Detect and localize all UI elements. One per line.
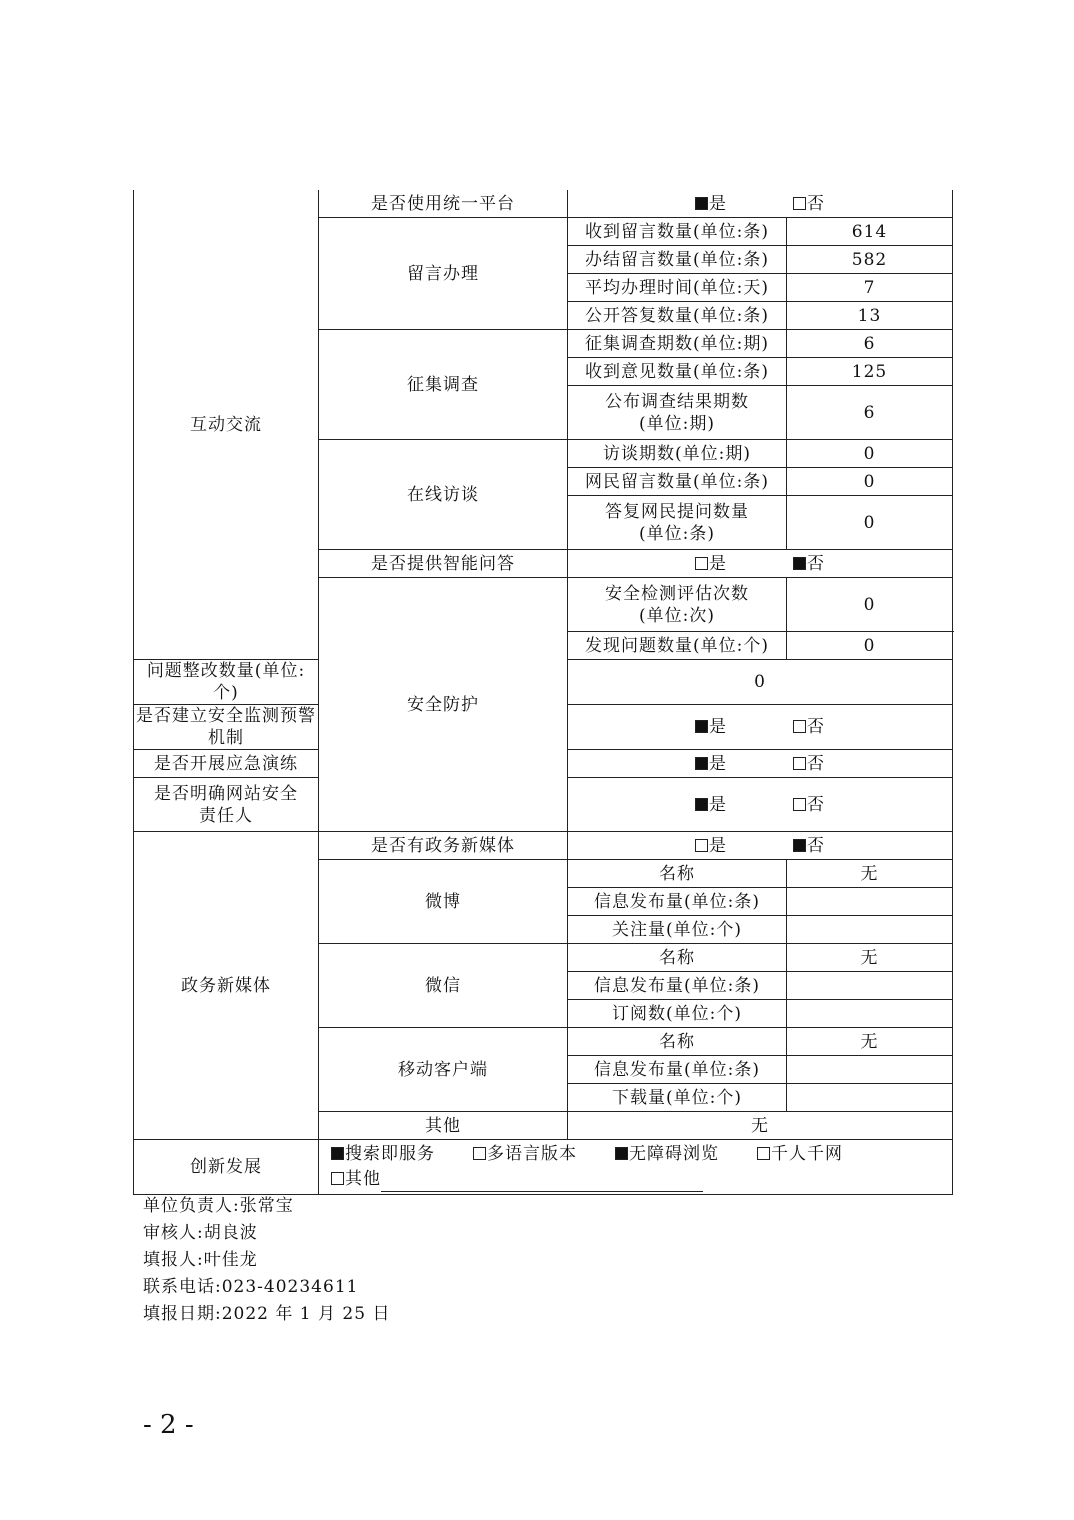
group-survey: 征集调查 — [319, 330, 568, 440]
row-label-two-line — [568, 496, 787, 550]
row-label: 名称 — [568, 1028, 787, 1056]
issues-fixed-label: 问题整改数量(单位:个) — [134, 660, 319, 705]
footer-phone: 联系电话:023-40234611 — [143, 1277, 359, 1297]
checkbox-yes[interactable] — [695, 757, 708, 770]
checkbox-no[interactable] — [793, 757, 806, 770]
row-value: 6 — [787, 330, 953, 358]
row-value: 无 — [787, 944, 953, 972]
innovation-personalized[interactable]: 千人千网 — [757, 1142, 843, 1167]
checkbox-no[interactable] — [793, 720, 806, 733]
checkbox-checked[interactable] — [615, 1147, 628, 1160]
row-label: 下载量(单位:个) — [568, 1084, 787, 1112]
row-value — [787, 888, 953, 916]
row-value: 0 — [787, 496, 953, 550]
eval-count-value: 0 — [787, 578, 953, 632]
row-label: 网民留言数量(单位:条) — [568, 468, 787, 496]
footer-filler: 填报人:叶佳龙 — [143, 1250, 258, 1270]
responsible-person-label — [134, 778, 319, 832]
innovation-other[interactable]: 其他 — [331, 1169, 703, 1189]
checkbox-unchecked[interactable] — [331, 1172, 344, 1185]
row-label: 信息发布量(单位:条) — [568, 972, 787, 1000]
row-label: 名称 — [568, 944, 787, 972]
warning-mechanism-label: 是否建立安全监测预警机制 — [134, 705, 319, 750]
label-line-1: 公布调查结果期数 — [605, 391, 749, 412]
row-value: 6 — [787, 386, 953, 440]
innovation-multilingual[interactable]: 多语言版本 — [473, 1142, 577, 1167]
group-wechat: 微信 — [319, 944, 568, 1028]
group-mobile-app: 移动客户端 — [319, 1028, 568, 1112]
unified-platform-label: 是否使用统一平台 — [319, 190, 568, 218]
report-table — [133, 190, 953, 1195]
checkbox-no[interactable] — [793, 197, 806, 210]
row-label: 信息发布量(单位:条) — [568, 1056, 787, 1084]
innovation-search-service[interactable]: 搜索即服务 — [331, 1142, 435, 1167]
page-number: - 2 - — [143, 1410, 194, 1440]
checkbox-yes[interactable] — [695, 839, 708, 852]
group-weibo: 微博 — [319, 860, 568, 944]
row-label: 关注量(单位:个) — [568, 916, 787, 944]
category-new-media: 政务新媒体 — [134, 832, 319, 1140]
has-new-media-label: 是否有政务新媒体 — [319, 832, 568, 860]
row-value — [787, 1056, 953, 1084]
row-label: 收到留言数量(单位:条) — [568, 218, 787, 246]
row-value: 无 — [787, 1028, 953, 1056]
innovation-accessibility[interactable]: 无障碍浏览 — [615, 1142, 719, 1167]
label-line-2: (单位:条) — [639, 523, 715, 544]
eval-count-label — [568, 578, 787, 632]
emergency-drill-choice[interactable]: 是 否 — [568, 750, 953, 778]
checkbox-yes[interactable] — [695, 798, 708, 811]
row-label: 名称 — [568, 860, 787, 888]
category-interaction: 互动交流 — [134, 190, 319, 660]
issues-fixed-value: 0 — [568, 660, 953, 705]
row-label: 信息发布量(单位:条) — [568, 888, 787, 916]
row-value — [787, 916, 953, 944]
row-label: 订阅数(单位:个) — [568, 1000, 787, 1028]
checkbox-no[interactable] — [793, 557, 806, 570]
row-label-two-line — [568, 386, 787, 440]
responsible-person-choice[interactable]: 是 否 — [568, 778, 953, 832]
row-value: 614 — [787, 218, 953, 246]
innovation-options — [319, 1140, 953, 1195]
footer-date: 填报日期:2022 年 1 月 25 日 — [143, 1304, 391, 1324]
checkbox-no[interactable] — [793, 798, 806, 811]
row-value: 0 — [787, 440, 953, 468]
issues-found-label: 发现问题数量(单位:个) — [568, 632, 787, 660]
row-value — [787, 1000, 953, 1028]
row-value: 无 — [787, 860, 953, 888]
issues-found-value: 0 — [787, 632, 953, 660]
row-value: 0 — [787, 468, 953, 496]
unified-platform-choice[interactable]: 是 否 — [568, 190, 953, 218]
other-blank-line[interactable] — [381, 1173, 703, 1192]
label-line-1: 安全检测评估次数 — [605, 583, 749, 604]
emergency-drill-label: 是否开展应急演练 — [134, 750, 319, 778]
row-value — [787, 1084, 953, 1112]
label-line-2: (单位:次) — [639, 605, 715, 626]
footer-reviewer: 审核人:胡良波 — [143, 1223, 258, 1243]
row-label: 平均办理时间(单位:天) — [568, 274, 787, 302]
label-line-2: 责任人 — [199, 805, 253, 826]
group-messages: 留言办理 — [319, 218, 568, 330]
row-label: 访谈期数(单位:期) — [568, 440, 787, 468]
row-value: 125 — [787, 358, 953, 386]
checkbox-unchecked[interactable] — [473, 1147, 486, 1160]
smart-qa-choice[interactable]: 是 否 — [568, 550, 953, 578]
checkbox-no[interactable] — [793, 839, 806, 852]
label-line-1: 是否明确网站安全 — [154, 783, 298, 804]
row-value: 13 — [787, 302, 953, 330]
checkbox-unchecked[interactable] — [757, 1147, 770, 1160]
other-media-label: 其他 — [319, 1112, 568, 1140]
checkbox-yes[interactable] — [695, 557, 708, 570]
category-innovation: 创新发展 — [134, 1140, 319, 1195]
row-value: 7 — [787, 274, 953, 302]
row-value — [787, 972, 953, 1000]
checkbox-yes[interactable] — [695, 720, 708, 733]
row-label: 公开答复数量(单位:条) — [568, 302, 787, 330]
category-security: 安全防护 — [319, 578, 568, 832]
warning-mechanism-choice[interactable]: 是 否 — [568, 705, 953, 750]
row-value: 582 — [787, 246, 953, 274]
has-new-media-choice[interactable]: 是 否 — [568, 832, 953, 860]
row-label: 收到意见数量(单位:条) — [568, 358, 787, 386]
row-label: 办结留言数量(单位:条) — [568, 246, 787, 274]
other-media-value: 无 — [568, 1112, 953, 1140]
label-line-2: (单位:期) — [639, 413, 715, 434]
label-line-1: 答复网民提问数量 — [605, 501, 749, 522]
checkbox-yes[interactable] — [695, 197, 708, 210]
row-label: 征集调查期数(单位:期) — [568, 330, 787, 358]
footer-responsible: 单位负责人:张常宝 — [143, 1196, 294, 1216]
smart-qa-label: 是否提供智能问答 — [319, 550, 568, 578]
group-interview: 在线访谈 — [319, 440, 568, 550]
checkbox-checked[interactable] — [331, 1147, 344, 1160]
footer-info — [143, 1193, 390, 1328]
